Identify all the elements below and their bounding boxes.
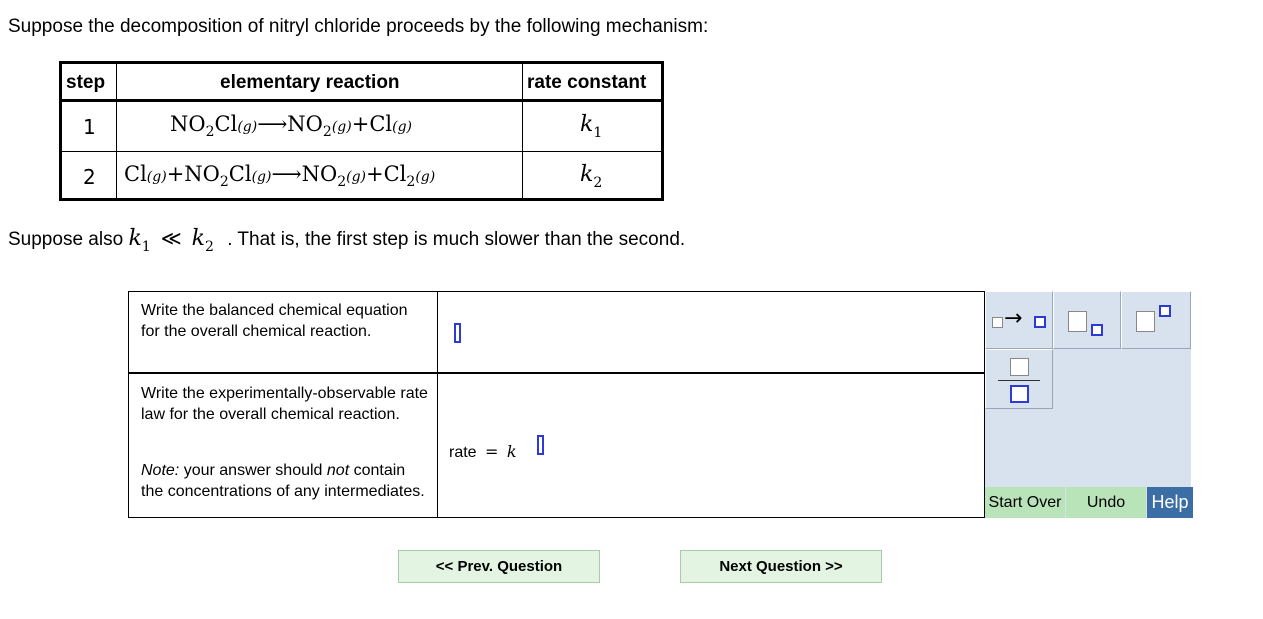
header-divider <box>62 99 661 102</box>
numerator-box-icon <box>1010 358 1029 376</box>
subscript-box-icon <box>1091 324 1103 336</box>
reaction-2: $Cl(g)+NO_2Cl(g)⟶NO_2(g)+Cl_2(g)$ <box>124 162 436 190</box>
assumption-text <box>8 226 686 255</box>
step-number: 1 <box>83 115 96 139</box>
placeholder-box-icon <box>1034 316 1046 328</box>
right-arrow-icon: → <box>1004 306 1023 331</box>
superscript-button[interactable] <box>1121 291 1191 349</box>
start-over-button[interactable]: Start Over <box>985 487 1065 518</box>
superscript-box-icon <box>1159 305 1171 317</box>
math-palette <box>985 291 1191 518</box>
intro-text: Suppose the decomposition of nitryl chloride proceeds by the following mechanism: <box>8 16 709 37</box>
undo-button[interactable]: Undo <box>1066 487 1146 518</box>
assumption-suffix: . That is, the first step is much slower than the second. <box>227 229 686 250</box>
help-button[interactable]: Help <box>1147 487 1193 518</box>
base-box-icon <box>1068 311 1087 332</box>
row-divider <box>62 151 661 152</box>
rate-constant-k: k <box>506 442 517 461</box>
header-elementary-reaction: elementary reaction <box>220 72 400 93</box>
header-step: step <box>66 72 106 93</box>
rate-label: rate <box>449 444 477 461</box>
fraction-button[interactable] <box>985 349 1053 409</box>
equals-sign: = <box>485 442 499 461</box>
subscript-button[interactable] <box>1053 291 1121 349</box>
rate-constant-k1: $k_1$ <box>580 112 603 141</box>
reaction-arrow-button[interactable] <box>985 291 1053 349</box>
mechanism-table <box>59 61 664 201</box>
q2-note: Note: your answer should not contain the concentrations of any intermediates. <box>141 462 425 500</box>
base-box-icon <box>1136 311 1155 332</box>
k1-symbol: $k_1$ <box>128 226 151 255</box>
rate-law-expression <box>449 442 517 462</box>
reaction-1: $NO_2Cl(g)⟶NO_2(g)+Cl(g)$ <box>170 112 412 140</box>
assumption-prefix: Suppose also <box>8 229 124 250</box>
header-rate-constant: rate constant <box>527 72 647 93</box>
column-divider <box>116 64 117 198</box>
column-divider <box>522 64 523 198</box>
k2-symbol: $k_2$ <box>191 226 214 255</box>
fraction-bar-icon <box>998 380 1040 381</box>
q2-prompt: Write the experimentally-observable rate law for the overall chemical reaction. <box>141 385 428 423</box>
answer-column-divider <box>437 292 438 517</box>
next-question-button[interactable]: Next Question >> <box>680 550 882 583</box>
step-number: 2 <box>83 165 96 189</box>
answer-table <box>128 291 985 518</box>
denominator-box-icon <box>1010 385 1029 403</box>
rate-constant-k2: $k_2$ <box>580 162 603 191</box>
rate-law-input[interactable] <box>537 435 544 455</box>
placeholder-box-icon <box>992 317 1003 328</box>
prev-question-button[interactable]: << Prev. Question <box>398 550 600 583</box>
much-less-than-symbol: ≪ <box>160 226 182 250</box>
equation-input[interactable] <box>454 323 461 343</box>
answer-row-divider <box>129 372 984 374</box>
q1-prompt: Write the balanced chemical equation for the overall chemical reaction. <box>141 302 408 340</box>
